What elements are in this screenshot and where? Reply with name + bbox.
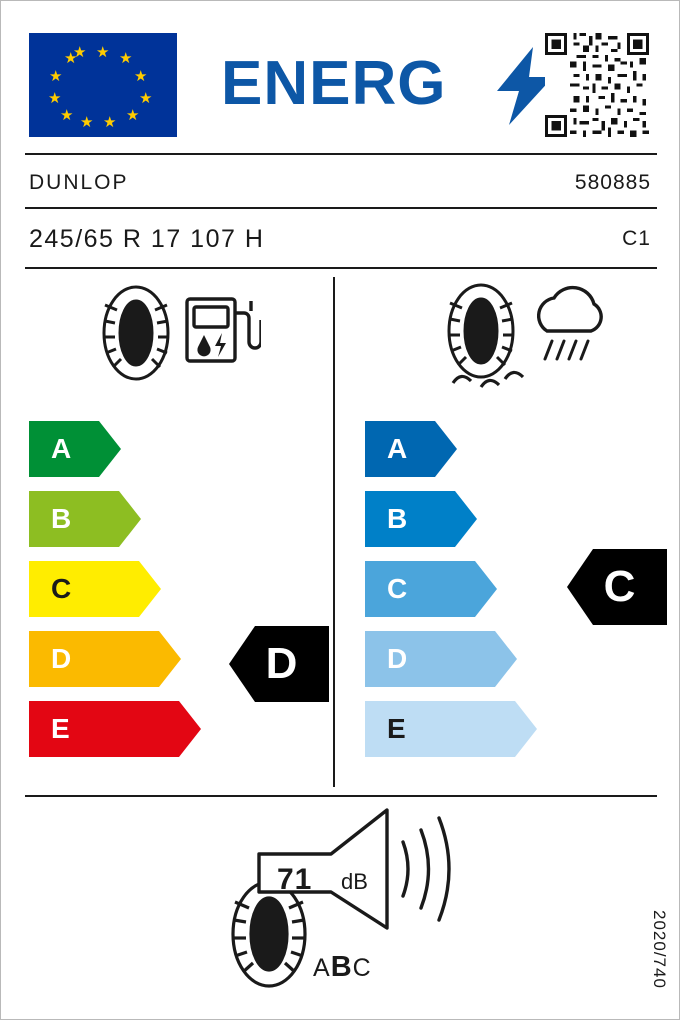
grade-letter: D [387, 643, 408, 674]
wet-grip-result [567, 549, 667, 625]
tyre-rain-cloud-icon [431, 283, 611, 393]
noise-class-scale [313, 951, 372, 984]
grade-bar [365, 561, 537, 617]
fuel-efficiency-scale [29, 421, 201, 771]
grade-arrow-shape [365, 421, 457, 477]
grade-arrow-shape [29, 421, 121, 477]
noise-class-b: B [330, 951, 353, 983]
grade-letter: E [387, 713, 406, 744]
tyre-fuel-pump-icon [91, 283, 261, 383]
grade-letter: C [51, 573, 72, 604]
divider-top [25, 153, 657, 155]
grade-arrow-shape [29, 561, 161, 617]
grade-bar [29, 561, 201, 617]
grade-letter: D [51, 643, 72, 674]
noise-unit: dB [341, 869, 368, 894]
grade-letter: E [51, 713, 70, 744]
grade-bar [29, 701, 201, 757]
divider-noise [25, 795, 657, 797]
grade-bar [29, 421, 201, 477]
grade-letter: A [387, 433, 408, 464]
european-union-flag: ★ ★ ★ ★ ★ ★ ★ ★ ★ ★ ★ ★ [29, 33, 177, 137]
grade-bar [365, 701, 537, 757]
grade-bar [365, 421, 537, 477]
column-divider [333, 277, 335, 787]
grade-bar [29, 631, 201, 687]
grade-arrow-shape [365, 561, 497, 617]
divider-brand [25, 207, 657, 209]
wet-grip-grade: C [603, 562, 636, 611]
grade-letter: B [51, 503, 72, 534]
grade-arrow-shape [365, 491, 477, 547]
grade-letter: C [387, 573, 408, 604]
noise-class-a: A [313, 954, 331, 982]
divider-size [25, 267, 657, 269]
grade-bar [365, 631, 537, 687]
grade-letter: B [387, 503, 408, 534]
fuel-efficiency-result [229, 626, 329, 702]
energ-wordmark: ENERG [221, 49, 447, 118]
fuel-efficiency-grade: D [265, 639, 298, 688]
noise-class-c: C [352, 954, 372, 982]
tyre-size: 245/65 R 17 107 H [29, 225, 265, 253]
grade-bar [365, 491, 537, 547]
regulation-reference: 2020/740 [650, 910, 669, 989]
grade-bar [29, 491, 201, 547]
brand-name: DUNLOP [29, 171, 129, 194]
tyre-class: C1 [622, 227, 651, 250]
wet-grip-scale [365, 421, 537, 771]
qr-code [545, 33, 649, 137]
label-header [25, 25, 657, 145]
grade-letter: A [51, 433, 72, 464]
grade-arrow-shape [29, 491, 141, 547]
noise-value: 71 [277, 863, 313, 896]
product-code: 580885 [574, 171, 651, 194]
